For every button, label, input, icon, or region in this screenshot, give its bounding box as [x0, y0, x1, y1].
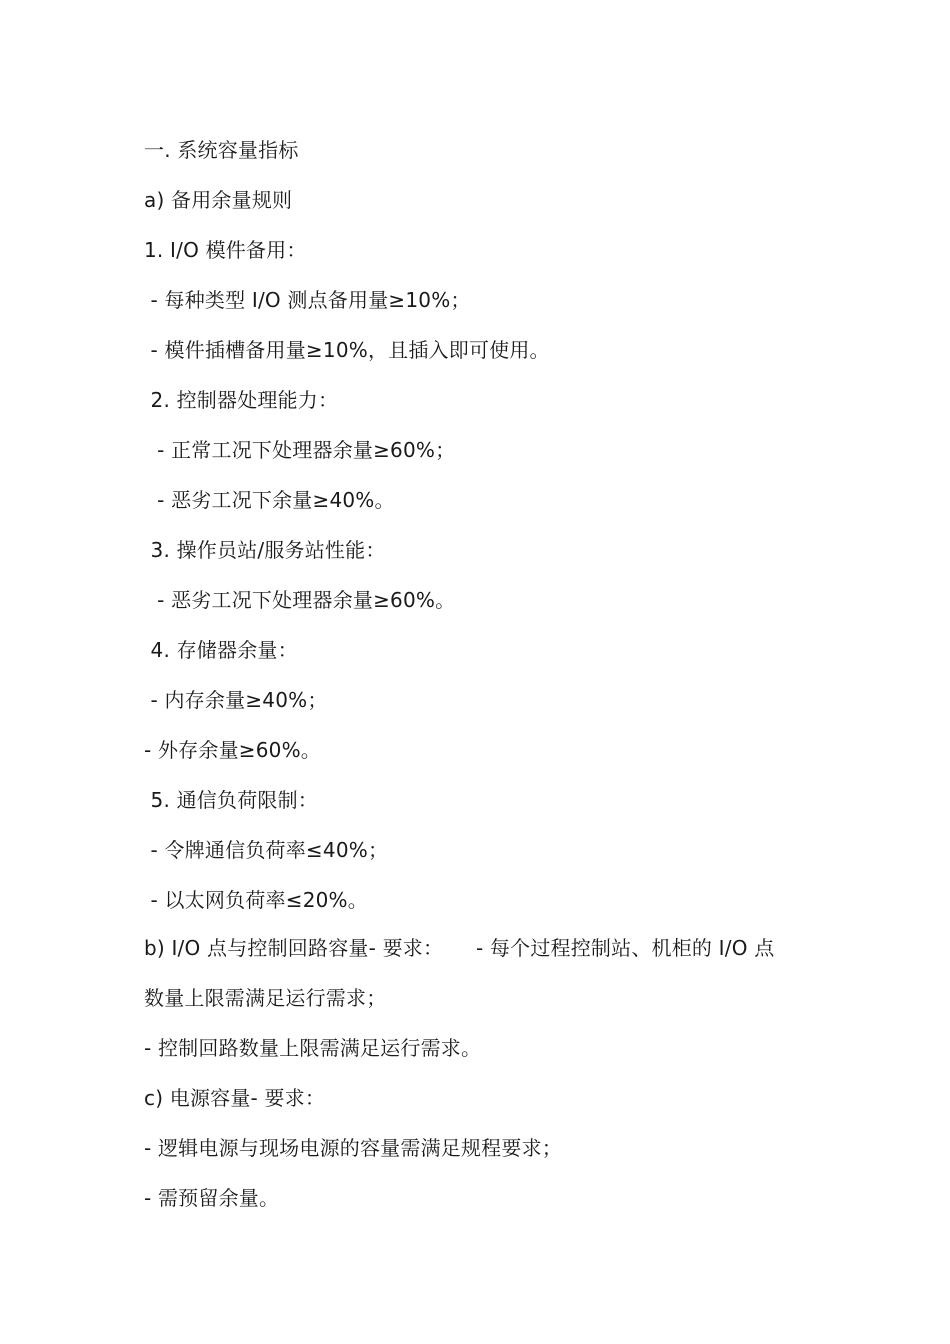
- subsection-heading: b) I/O 点与控制回路容量- 要求： - 每个过程控制站、机柜的 I/O 点: [144, 936, 775, 960]
- list-item-heading: 4. 存储器余量：: [144, 638, 298, 662]
- paragraph-continuation: 数量上限需满足运行需求；: [144, 986, 387, 1010]
- list-item: - 令牌通信负荷率≤40%；: [144, 838, 389, 862]
- list-item: - 外存余量≥60%。: [144, 738, 321, 762]
- list-item: - 模件插槽备用量≥10%，且插入即可使用。: [144, 338, 550, 362]
- section-heading: 一. 系统容量指标: [144, 138, 299, 162]
- subsection-heading: a) 备用余量规则: [144, 188, 293, 212]
- list-item: - 每种类型 I/O 测点备用量≥10%；: [144, 288, 471, 312]
- list-item: - 控制回路数量上限需满足运行需求。: [144, 1036, 482, 1060]
- list-item: - 以太网负荷率≤20%。: [144, 888, 368, 912]
- list-item-heading: 2. 控制器处理能力：: [144, 388, 339, 412]
- list-item: - 内存余量≥40%；: [144, 688, 328, 712]
- list-item-heading: 3. 操作员站/服务站性能：: [144, 538, 386, 562]
- list-item: - 逻辑电源与现场电源的容量需满足规程要求；: [144, 1136, 562, 1160]
- list-item-heading: 1. I/O 模件备用：: [144, 238, 307, 262]
- list-item: - 正常工况下处理器余量≥60%；: [144, 438, 456, 462]
- subsection-heading: c) 电源容量- 要求：: [144, 1086, 326, 1110]
- list-item: - 恶劣工况下处理器余量≥60%。: [144, 588, 456, 612]
- list-item: - 需预留余量。: [144, 1186, 280, 1210]
- list-item-heading: 5. 通信负荷限制：: [144, 788, 318, 812]
- list-item: - 恶劣工况下余量≥40%。: [144, 488, 395, 512]
